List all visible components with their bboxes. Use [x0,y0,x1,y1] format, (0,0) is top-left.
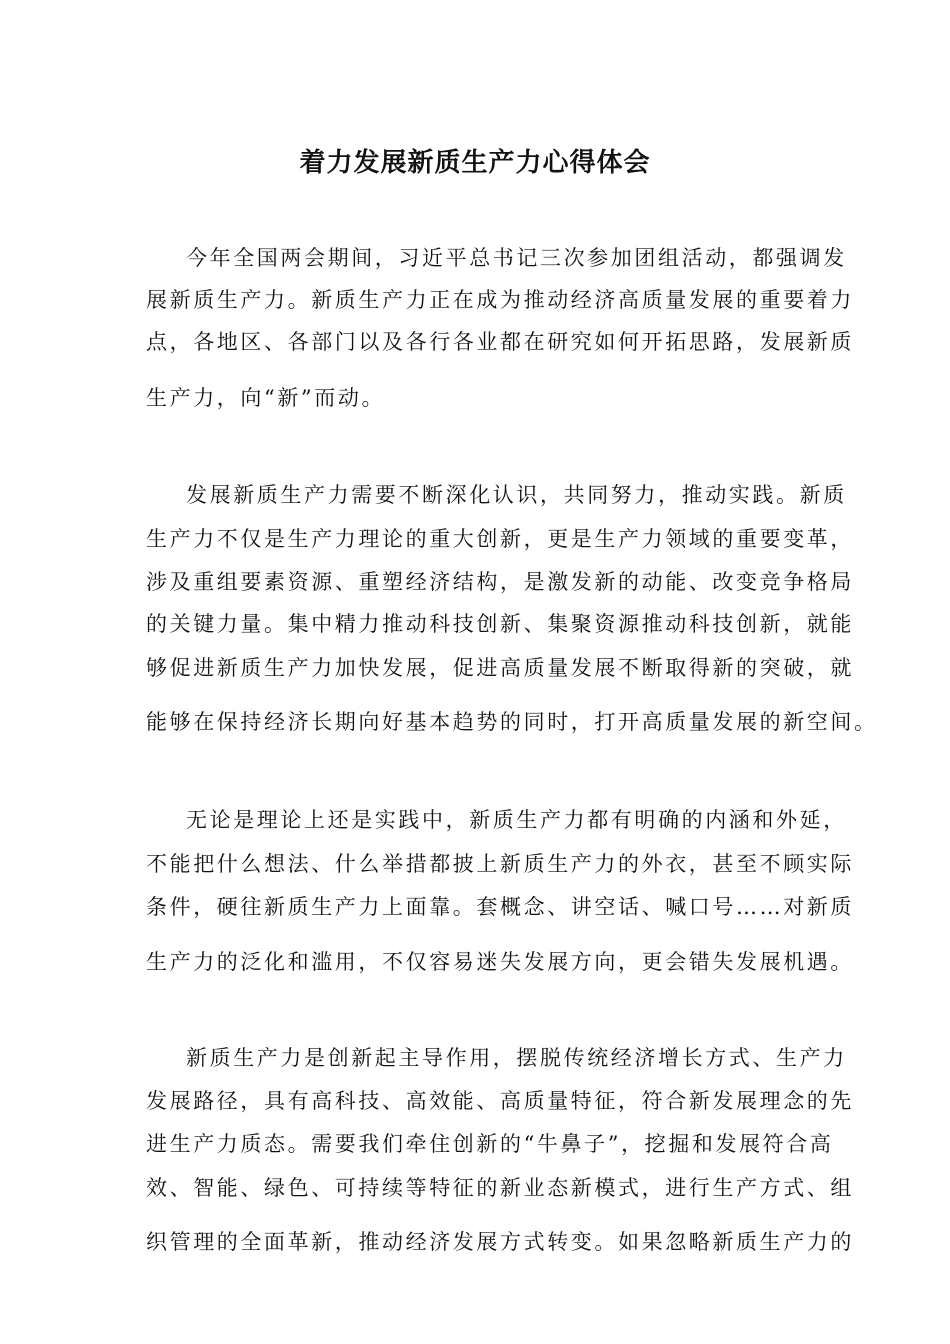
paragraph-line: 今年全国两会期间，习近平总书记三次参加团组活动，都强调发 [186,246,847,270]
paragraph-line: 效、智能、绿色、可持续等特征的新业态新模式，进行生产方式、组 [146,1176,854,1200]
paragraph-line: 够促进新质生产力加快发展，促进高质量发展不断取得新的突破，就 [146,656,854,680]
paragraph-line: 点，各地区、各部门以及各行各业都在研究如何开拓思路，发展新质 [146,330,854,354]
paragraph-line: 织管理的全面革新，推动经济发展方式转变。如果忽略新质生产力的 [146,1230,854,1254]
paragraph-line: 能够在保持经济长期向好基本趋势的同时，打开高质量发展的新空间。 [146,710,878,734]
paragraph-line: 生产力不仅是生产力理论的重大创新，更是生产力领域的重要变革， [146,527,854,551]
document-title: 着力发展新质生产力心得体会 [299,148,651,178]
paragraph-line: 发展路径，具有高科技、高效能、高质量特征，符合新发展理念的先 [146,1089,854,1113]
paragraph-line: 展新质生产力。新质生产力正在成为推动经济高质量发展的重要着力 [146,288,854,312]
paragraph-line: 无论是理论上还是实践中，新质生产力都有明确的内涵和外延， [186,808,847,832]
paragraph-line: 生产力的泛化和滥用，不仅容易迷失发展方向，更会错失发展机遇。 [146,950,854,974]
paragraph-line: 生产力，向“新”而动。 [146,386,386,410]
paragraph-line: 新质生产力是创新起主导作用，摆脱传统经济增长方式、生产力 [186,1046,847,1070]
paragraph-line: 发展新质生产力需要不断深化认识，共同努力，推动实践。新质 [186,483,847,507]
paragraph-line: 的关键力量。集中精力推动科技创新、集聚资源推动科技创新，就能 [146,612,854,636]
paragraph-line: 不能把什么想法、什么举措都披上新质生产力的外衣，甚至不顾实际 [146,852,854,876]
paragraph-line: 条件，硬往新质生产力上面靠。套概念、讲空话、喊口号……对新质 [146,895,854,919]
paragraph-line: 进生产力质态。需要我们牵住创新的“牛鼻子”，挖掘和发展符合高 [146,1132,834,1156]
paragraph-line: 涉及重组要素资源、重塑经济结构，是激发新的动能、改变竞争格局 [146,570,854,594]
